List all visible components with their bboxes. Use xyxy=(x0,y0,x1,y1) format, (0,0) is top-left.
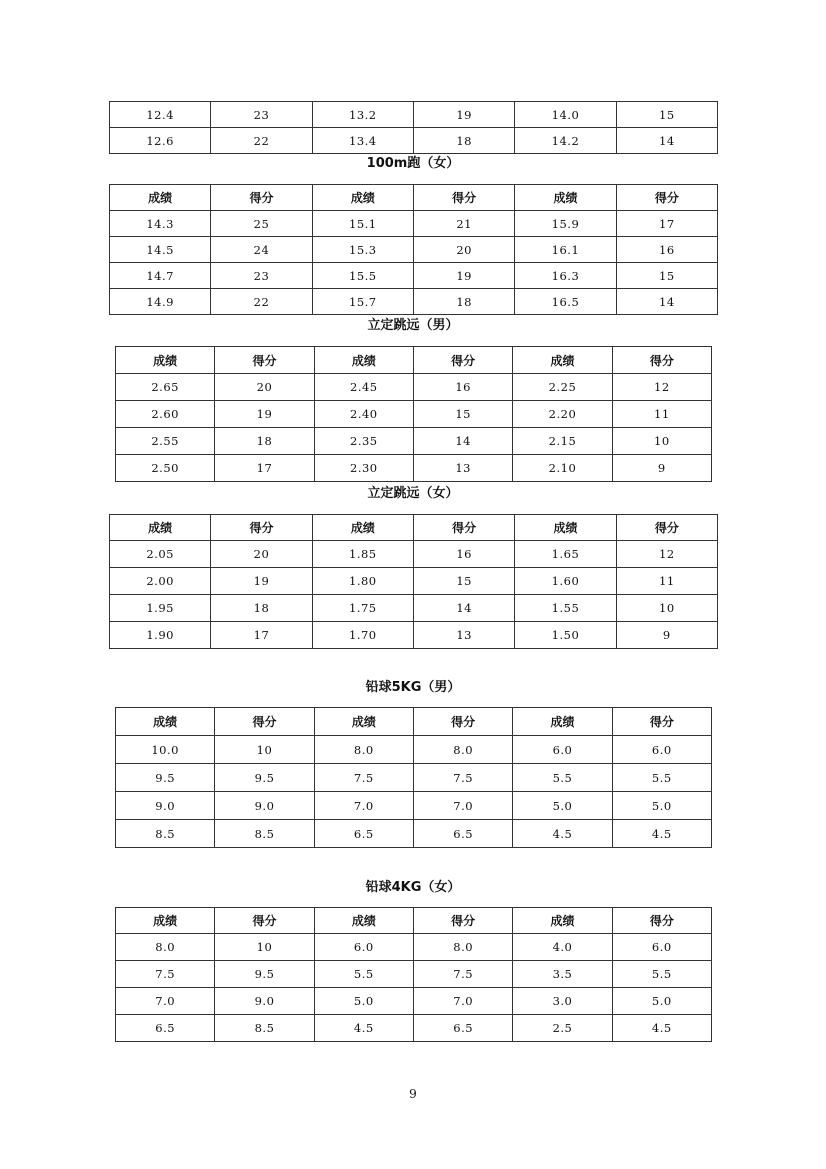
result-cell: 12.6 xyxy=(110,128,211,154)
score-cell: 16 xyxy=(413,541,514,568)
score-cell: 5.0 xyxy=(612,792,711,820)
result-cell: 2.10 xyxy=(513,455,612,482)
table-row xyxy=(110,263,718,289)
result-cell: 6.0 xyxy=(314,934,413,961)
score-cell: 6.5 xyxy=(413,1015,512,1042)
column-header: 得分 xyxy=(413,185,514,211)
result-cell: 7.5 xyxy=(116,961,215,988)
column-header: 得分 xyxy=(215,708,314,736)
result-cell: 1.90 xyxy=(110,622,211,649)
score-cell: 22 xyxy=(211,128,312,154)
score-cell: 4.5 xyxy=(612,1015,711,1042)
table-row xyxy=(110,102,718,128)
column-header: 得分 xyxy=(616,515,717,541)
result-cell: 2.50 xyxy=(116,455,215,482)
score-cell: 5.5 xyxy=(612,764,711,792)
result-cell: 1.65 xyxy=(515,541,616,568)
column-header: 得分 xyxy=(616,185,717,211)
score-cell: 9.0 xyxy=(215,988,314,1015)
score-table-standing-long-jump-female xyxy=(109,514,718,649)
score-cell: 8.5 xyxy=(215,1015,314,1042)
score-cell: 17 xyxy=(616,211,717,237)
score-cell: 19 xyxy=(413,263,514,289)
result-cell: 6.0 xyxy=(513,736,612,764)
table-row xyxy=(116,428,712,455)
score-cell: 15 xyxy=(413,401,512,428)
result-cell: 7.0 xyxy=(314,792,413,820)
result-cell: 5.5 xyxy=(314,961,413,988)
result-cell: 2.45 xyxy=(314,374,413,401)
result-cell: 2.15 xyxy=(513,428,612,455)
result-cell: 9.0 xyxy=(116,792,215,820)
result-cell: 7.0 xyxy=(116,988,215,1015)
column-header: 得分 xyxy=(211,185,312,211)
table-row xyxy=(116,820,712,848)
result-cell: 15.3 xyxy=(312,237,413,263)
table-row xyxy=(116,934,712,961)
score-cell: 9.5 xyxy=(215,961,314,988)
result-cell: 4.5 xyxy=(513,820,612,848)
score-cell: 13 xyxy=(413,622,514,649)
column-header: 得分 xyxy=(413,515,514,541)
score-cell: 7.0 xyxy=(413,988,512,1015)
score-cell: 4.5 xyxy=(612,820,711,848)
score-cell: 11 xyxy=(612,401,711,428)
column-header: 成绩 xyxy=(110,515,211,541)
result-cell: 1.50 xyxy=(515,622,616,649)
score-cell: 6.0 xyxy=(612,934,711,961)
result-cell: 1.55 xyxy=(515,595,616,622)
score-cell: 18 xyxy=(413,289,514,315)
result-cell: 1.85 xyxy=(312,541,413,568)
column-header: 成绩 xyxy=(314,908,413,934)
column-header: 成绩 xyxy=(515,515,616,541)
score-cell: 18 xyxy=(211,595,312,622)
table-header-row xyxy=(110,515,718,541)
result-cell: 5.0 xyxy=(314,988,413,1015)
column-header: 得分 xyxy=(612,347,711,374)
score-cell: 15 xyxy=(616,102,717,128)
table-row xyxy=(116,961,712,988)
score-cell: 12 xyxy=(612,374,711,401)
score-cell: 18 xyxy=(215,428,314,455)
column-header: 成绩 xyxy=(515,185,616,211)
score-cell: 23 xyxy=(211,102,312,128)
score-table-100m-female xyxy=(109,184,718,315)
score-cell: 22 xyxy=(211,289,312,315)
score-cell: 7.5 xyxy=(413,961,512,988)
score-cell: 10 xyxy=(616,595,717,622)
score-cell: 17 xyxy=(215,455,314,482)
score-cell: 14 xyxy=(616,289,717,315)
result-cell: 15.7 xyxy=(312,289,413,315)
score-cell: 15 xyxy=(413,568,514,595)
result-cell: 4.0 xyxy=(513,934,612,961)
column-header: 成绩 xyxy=(314,708,413,736)
result-cell: 8.0 xyxy=(116,934,215,961)
table-row xyxy=(116,792,712,820)
result-cell: 5.0 xyxy=(513,792,612,820)
result-cell: 13.2 xyxy=(312,102,413,128)
table-row xyxy=(110,289,718,315)
column-header: 成绩 xyxy=(116,908,215,934)
column-header: 得分 xyxy=(211,515,312,541)
score-cell: 8.0 xyxy=(413,736,512,764)
column-header: 得分 xyxy=(413,708,512,736)
table-row xyxy=(110,237,718,263)
score-cell: 19 xyxy=(211,568,312,595)
result-cell: 14.2 xyxy=(515,128,616,154)
table-row xyxy=(116,1015,712,1042)
score-cell: 14 xyxy=(413,428,512,455)
table-row xyxy=(110,622,718,649)
score-cell: 14 xyxy=(413,595,514,622)
score-table-shot-put-4kg-female xyxy=(115,907,712,1042)
score-cell: 13 xyxy=(413,455,512,482)
column-header: 成绩 xyxy=(312,515,413,541)
result-cell: 1.95 xyxy=(110,595,211,622)
caption-standing-long-jump-male: 立定跳远（男） xyxy=(367,318,459,333)
score-cell: 8.0 xyxy=(413,934,512,961)
column-header: 成绩 xyxy=(116,708,215,736)
score-cell: 16 xyxy=(413,374,512,401)
column-header: 成绩 xyxy=(312,185,413,211)
result-cell: 6.5 xyxy=(116,1015,215,1042)
column-header: 得分 xyxy=(413,347,512,374)
table-row xyxy=(116,736,712,764)
result-cell: 2.35 xyxy=(314,428,413,455)
result-cell: 2.00 xyxy=(110,568,211,595)
score-table-standing-long-jump-male xyxy=(115,346,712,482)
score-cell: 9.0 xyxy=(215,792,314,820)
result-cell: 1.75 xyxy=(312,595,413,622)
result-cell: 2.30 xyxy=(314,455,413,482)
result-cell: 2.65 xyxy=(116,374,215,401)
table-row xyxy=(110,568,718,595)
column-header: 成绩 xyxy=(513,708,612,736)
result-cell: 15.9 xyxy=(515,211,616,237)
score-cell: 16 xyxy=(616,237,717,263)
table-header-row xyxy=(116,347,712,374)
score-cell: 9.5 xyxy=(215,764,314,792)
table-row xyxy=(110,541,718,568)
table-row xyxy=(116,455,712,482)
score-cell: 8.5 xyxy=(215,820,314,848)
page-number: 9 xyxy=(409,1087,417,1101)
result-cell: 2.40 xyxy=(314,401,413,428)
table-row xyxy=(116,988,712,1015)
score-cell: 21 xyxy=(413,211,514,237)
score-cell: 15 xyxy=(616,263,717,289)
caption-shot-put-5kg-male: 铅球5KG（男） xyxy=(365,680,461,695)
caption-100m-female: 100m跑（女） xyxy=(366,156,460,171)
result-cell: 6.5 xyxy=(314,820,413,848)
result-cell: 16.3 xyxy=(515,263,616,289)
table-row xyxy=(110,128,718,154)
column-header: 成绩 xyxy=(110,185,211,211)
caption-shot-put-4kg-female: 铅球4KG（女） xyxy=(365,880,461,895)
column-header: 成绩 xyxy=(116,347,215,374)
result-cell: 2.55 xyxy=(116,428,215,455)
result-cell: 15.5 xyxy=(312,263,413,289)
result-cell: 3.5 xyxy=(513,961,612,988)
result-cell: 10.0 xyxy=(116,736,215,764)
column-header: 得分 xyxy=(413,908,512,934)
table-row xyxy=(110,595,718,622)
score-cell: 6.0 xyxy=(612,736,711,764)
score-cell: 7.5 xyxy=(413,764,512,792)
result-cell: 4.5 xyxy=(314,1015,413,1042)
score-cell: 9 xyxy=(612,455,711,482)
score-cell: 10 xyxy=(215,736,314,764)
result-cell: 15.1 xyxy=(312,211,413,237)
score-cell: 18 xyxy=(413,128,514,154)
score-table-shot-put-5kg-male xyxy=(115,707,712,848)
score-cell: 20 xyxy=(215,374,314,401)
result-cell: 14.3 xyxy=(110,211,211,237)
table-row xyxy=(110,211,718,237)
result-cell: 12.4 xyxy=(110,102,211,128)
score-cell: 24 xyxy=(211,237,312,263)
result-cell: 1.70 xyxy=(312,622,413,649)
score-cell: 19 xyxy=(413,102,514,128)
score-cell: 6.5 xyxy=(413,820,512,848)
result-cell: 3.0 xyxy=(513,988,612,1015)
column-header: 得分 xyxy=(215,347,314,374)
score-cell: 19 xyxy=(215,401,314,428)
result-cell: 7.5 xyxy=(314,764,413,792)
result-cell: 9.5 xyxy=(116,764,215,792)
column-header: 成绩 xyxy=(314,347,413,374)
table-header-row xyxy=(110,185,718,211)
score-cell: 10 xyxy=(612,428,711,455)
table-row xyxy=(116,401,712,428)
result-cell: 8.0 xyxy=(314,736,413,764)
result-cell: 14.0 xyxy=(515,102,616,128)
score-cell: 20 xyxy=(211,541,312,568)
score-table-continuation xyxy=(109,101,718,154)
column-header: 得分 xyxy=(215,908,314,934)
result-cell: 2.5 xyxy=(513,1015,612,1042)
score-cell: 5.5 xyxy=(612,961,711,988)
score-cell: 20 xyxy=(413,237,514,263)
result-cell: 14.9 xyxy=(110,289,211,315)
score-cell: 12 xyxy=(616,541,717,568)
score-cell: 17 xyxy=(211,622,312,649)
score-cell: 9 xyxy=(616,622,717,649)
result-cell: 16.5 xyxy=(515,289,616,315)
result-cell: 14.7 xyxy=(110,263,211,289)
score-cell: 23 xyxy=(211,263,312,289)
table-row xyxy=(116,764,712,792)
score-cell: 7.0 xyxy=(413,792,512,820)
result-cell: 1.80 xyxy=(312,568,413,595)
result-cell: 1.60 xyxy=(515,568,616,595)
column-header: 得分 xyxy=(612,708,711,736)
column-header: 成绩 xyxy=(513,908,612,934)
result-cell: 13.4 xyxy=(312,128,413,154)
table-row xyxy=(116,374,712,401)
result-cell: 2.05 xyxy=(110,541,211,568)
column-header: 成绩 xyxy=(513,347,612,374)
column-header: 得分 xyxy=(612,908,711,934)
result-cell: 14.5 xyxy=(110,237,211,263)
result-cell: 2.25 xyxy=(513,374,612,401)
result-cell: 2.60 xyxy=(116,401,215,428)
result-cell: 16.1 xyxy=(515,237,616,263)
score-cell: 5.0 xyxy=(612,988,711,1015)
score-cell: 10 xyxy=(215,934,314,961)
result-cell: 5.5 xyxy=(513,764,612,792)
score-cell: 14 xyxy=(616,128,717,154)
result-cell: 2.20 xyxy=(513,401,612,428)
table-header-row xyxy=(116,908,712,934)
score-cell: 25 xyxy=(211,211,312,237)
score-cell: 11 xyxy=(616,568,717,595)
table-header-row xyxy=(116,708,712,736)
result-cell: 8.5 xyxy=(116,820,215,848)
caption-standing-long-jump-female: 立定跳远（女） xyxy=(367,486,459,501)
